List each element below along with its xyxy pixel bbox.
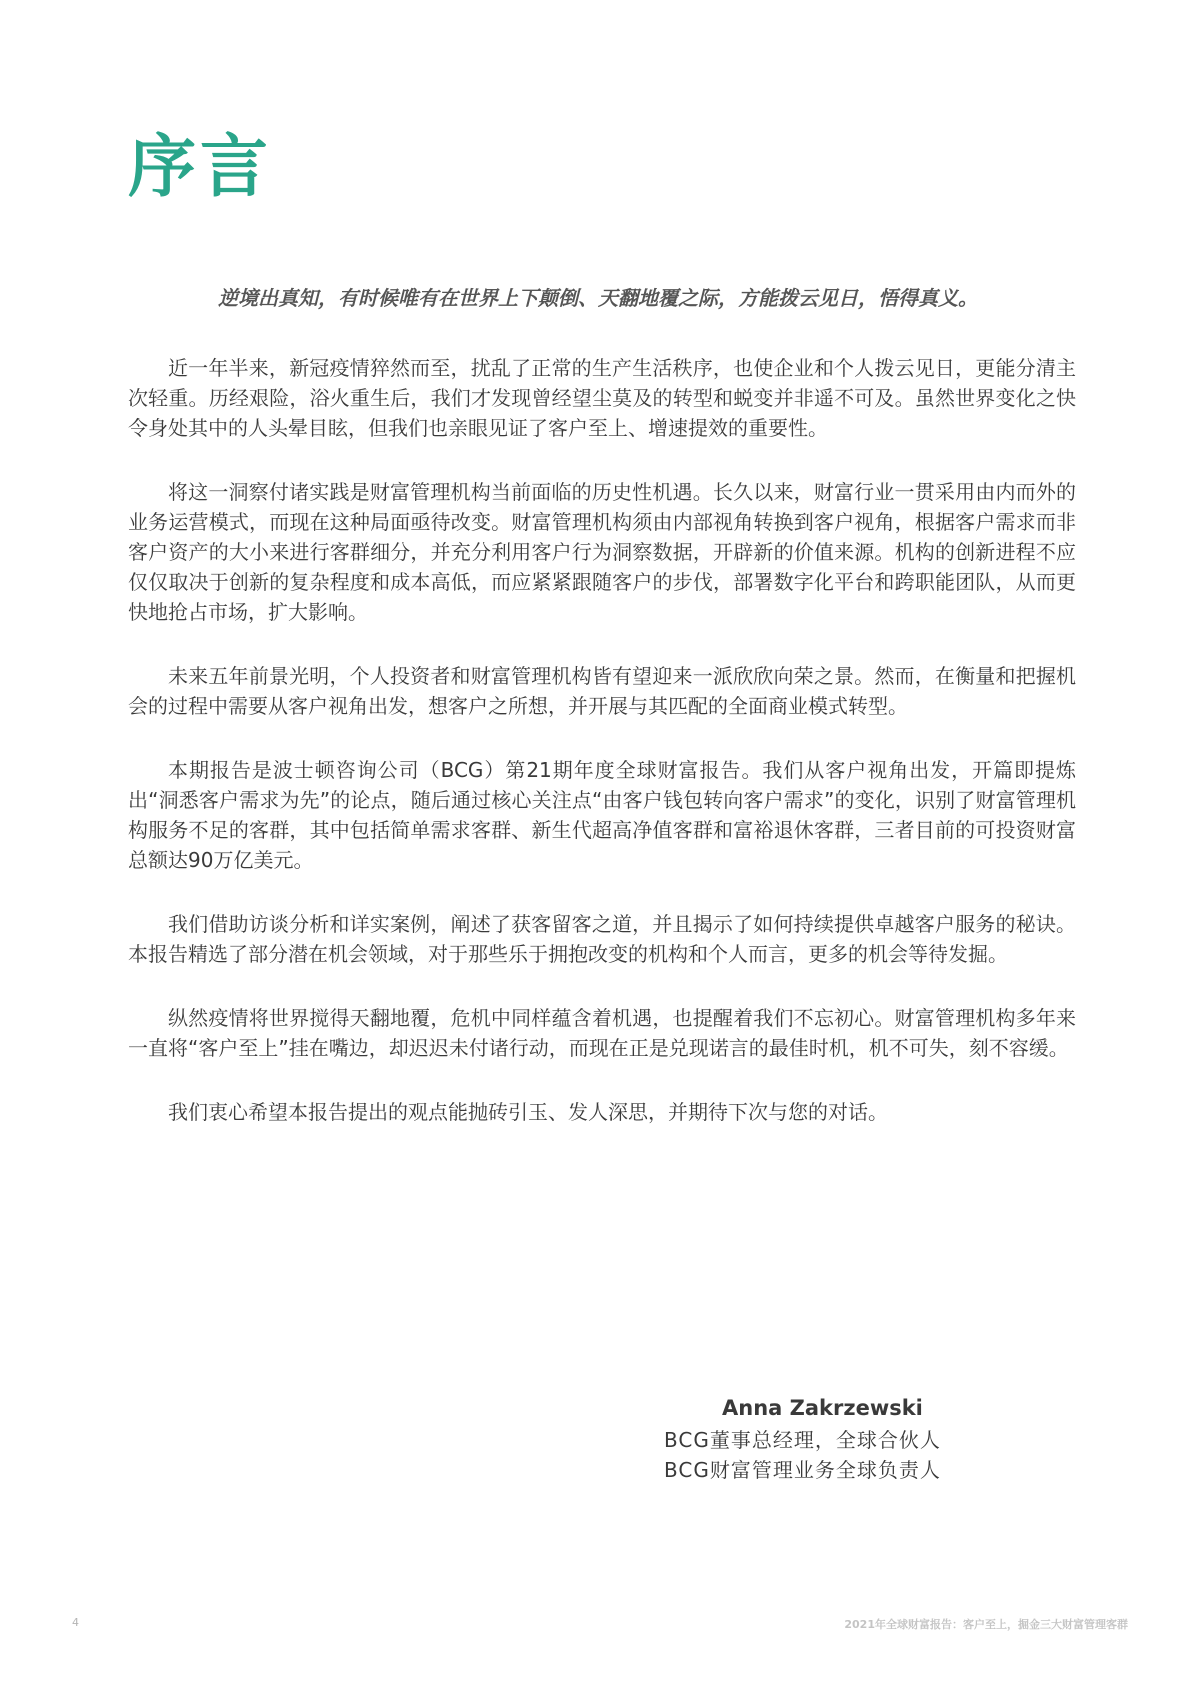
paragraph: 将这一洞察付诸实践是财富管理机构当前面临的历史性机遇。长久以来，财富行业一贯采用由内而外的业务运营模式，而现在这种局面亟待改变。财富管理机构须由内部视角转换到客户视角，根据客户需求而非客户资产的大小来进行客群细分，并充分利用客户行为洞察数据，开辟新的价值来源。机构的创新进程不应仅仅取决于创新的复杂程度和成本高低，而应紧紧跟随客户的步伐，部署数字化平台和跨职能团队，从而更快地抢占市场，扩大影响。 xyxy=(128,480,1076,624)
page-title: 序言 xyxy=(128,128,273,207)
epigraph-quote: 逆境出真知，有时候唯有在世界上下颠倒、天翻地覆之际，方能拨云见日，悟得真义。 xyxy=(218,286,978,310)
signature-role: BCG董事总经理，全球合伙人 xyxy=(664,1428,941,1452)
paragraph: 未来五年前景光明，个人投资者和财富管理机构皆有望迎来一派欣欣向荣之景。然而，在衡量和把握机会的过程中需要从客户视角出发，想客户之所想，并开展与其匹配的全面商业模式转型。 xyxy=(128,664,1076,718)
paragraph: 我们衷心希望本报告提出的观点能抛砖引玉、发人深思，并期待下次与您的对话。 xyxy=(168,1100,888,1124)
signature-role: BCG财富管理业务全球负责人 xyxy=(664,1458,941,1482)
body-text xyxy=(128,353,1076,1161)
footer-report-title: 2021年全球财富报告：客户至上，掘金三大财富管理客群 xyxy=(844,1618,1128,1631)
paragraph: 纵然疫情将世界搅得天翻地覆，危机中同样蕴含着机遇，也提醒着我们不忘初心。财富管理机构多年来一直将“客户至上”挂在嘴边，却迟迟未付诸行动，而现在正是兑现诺言的最佳时机，机不可失，刻不容缓。 xyxy=(128,1006,1076,1060)
page-number: 4 xyxy=(72,1616,79,1629)
signature-name: Anna Zakrzewski xyxy=(722,1396,923,1420)
paragraph: 本期报告是波士顿咨询公司（BCG）第21期年度全球财富报告。我们从客户视角出发，开篇即提炼出“洞悉客户需求为先”的论点，随后通过核心关注点“由客户钱包转向客户需求”的变化，识别了财富管理机构服务不足的客群，其中包括简单需求客群、新生代超高净值客群和富裕退休客群，三者目前的可投资财富总额达90万亿美元。 xyxy=(128,758,1076,872)
paragraph: 我们借助访谈分析和详实案例，阐述了获客留客之道，并且揭示了如何持续提供卓越客户服务的秘诀。本报告精选了部分潜在机会领域，对于那些乐于拥抱改变的机构和个人而言，更多的机会等待发掘。 xyxy=(128,912,1076,966)
paragraph: 近一年半来，新冠疫情猝然而至，扰乱了正常的生产生活秩序，也使企业和个人拨云见日，更能分清主次轻重。历经艰险，浴火重生后，我们才发现曾经望尘莫及的转型和蜕变并非遥不可及。虽然世界变化之快令身处其中的人头晕目眩，但我们也亲眼见证了客户至上、增速提效的重要性。 xyxy=(128,356,1076,440)
